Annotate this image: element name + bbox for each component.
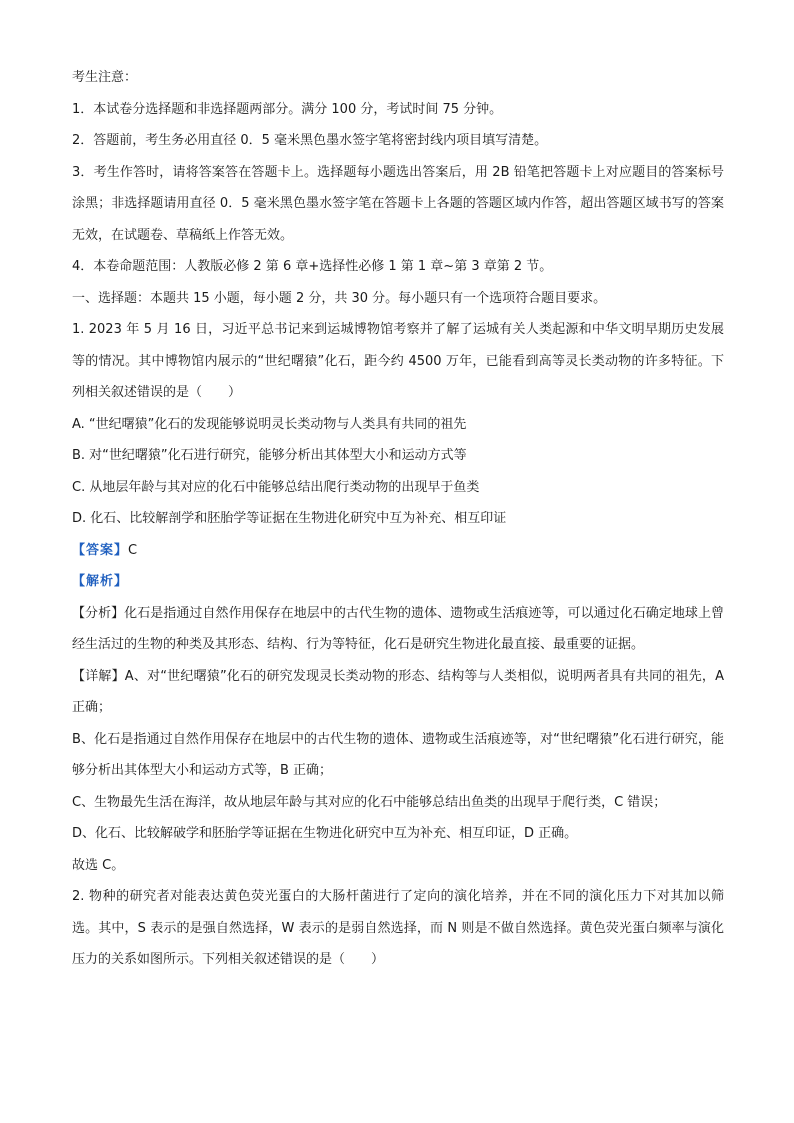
question-1-analysis [72, 566, 724, 598]
notice-item-1: 1．本试卷分选择题和非选择题两部分。满分 100 分，考试时间 75 分钟。 [72, 101, 503, 117]
notice-item-4: 4．本卷命题范围：人教版必修 2 第 6 章+选择性必修 1 第 1 章~第 3 章第 2 节。 [72, 259, 553, 274]
fenxi-tag: 【分析】 [72, 605, 125, 621]
notice-item-2: 2．答题前，考生务必用直径 0．5 毫米黑色墨水签字笔将密封线内项目填写清楚。 [72, 133, 548, 148]
xiangjie-a-text: A、对“世纪曙猿”化石的研究发现灵长类动物的形态、结构等与人类相似，说明两者具有共同的祖先，A 正确； [72, 668, 724, 715]
section-heading: 一、选择题：本题共 15 小题，每小题 2 分，共 30 分。每小题只有一个选项符合题目要求。 [72, 290, 607, 306]
notice-item-3: 3．考生作答时，请将答案答在答题卡上。选择题每小题选出答案后，用 2B 铅笔把答题卡上对应题目的答案标号涂黑；非选择题请用直径 0．5 毫米黑色墨水签字笔在答题卡上各题的答题区域内作答，超出答题区域书写的答案无效，在试题卷、草稿纸上作答无效。 [72, 164, 724, 243]
fenxi-text: 化石是指通过自然作用保存在地层中的古代生物的遗体、遗物或生活痕迹等，可以通过化石确定地球上曾经生活过的生物的种类及其形态、结构、行为等特征，化石是研究生物进化最直接、最重要的证据。 [72, 605, 724, 652]
question-1-stem: 1. 2023 年 5 月 16 日，习近平总书记来到运城博物馆考察并了解了运城有关人类起源和中华文明早期历史发展等的情况。其中博物馆内展示的“世纪曙猿”化石，距今约 4500 万年，已能看到高等灵长类动物的许多特征。下列相关叙述错误的是（ ） [72, 322, 724, 400]
question-1-option-d: D. 化石、比较解剖学和胚胎学等证据在生物进化研究中互为补充、相互印证 [72, 511, 507, 526]
question-2-stem: 2. 物种的研究者对能表达黄色荧光蛋白的大肠杆菌进行了定向的演化培养，并在不同的演化压力下对其加以筛选。其中，S 表示的是强自然选择，W 表示的是弱自然选择，而 N 则是不做自然选择。黄色荧光蛋白频率与演化压力的关系如图所示。下列相关叙述错误的是（ ） [72, 889, 724, 967]
question-1-option-c: C. 从地层年龄与其对应的化石中能够总结出爬行类动物的出现早于鱼类 [72, 479, 480, 495]
exam-page [72, 62, 724, 976]
question-1-option-a: A. “世纪曙猿”化石的发现能够说明灵长类动物与人类具有共同的祖先 [72, 416, 467, 432]
question-1-answer [72, 535, 724, 567]
answer-value: C [128, 542, 138, 558]
question-1-fenxi [72, 598, 724, 661]
xiangjie-tag: 【详解】 [72, 668, 125, 684]
question-1-xiangjie-d: D、化石、比较解破学和胚胎学等证据在生物进化研究中互为补充、相互印证，D 正确。 [72, 826, 578, 841]
answer-tag: 【答案】 [72, 542, 129, 558]
analysis-tag: 【解析】 [72, 574, 129, 589]
question-1-xiangjie-c: C、生物最先生活在海洋，故从地层年龄与其对应的化石中能够总结出鱼类的出现早于爬行类，C 错误； [72, 794, 667, 810]
question-1-option-b: B. 对“世纪曙猿”化石进行研究，能够分析出其体型大小和运动方式等 [72, 448, 467, 463]
question-1-xiangjie-a [72, 661, 724, 724]
question-1-xiangjie-b: B、化石是指通过自然作用保存在地层中的古代生物的遗体、遗物或生活痕迹等，对“世纪曙猿”化石进行研究，能够分析出其体型大小和运动方式等，B 正确； [72, 731, 724, 778]
question-1-conclusion: 故选 C。 [72, 857, 125, 873]
notice-heading: 考生注意： [72, 70, 138, 85]
